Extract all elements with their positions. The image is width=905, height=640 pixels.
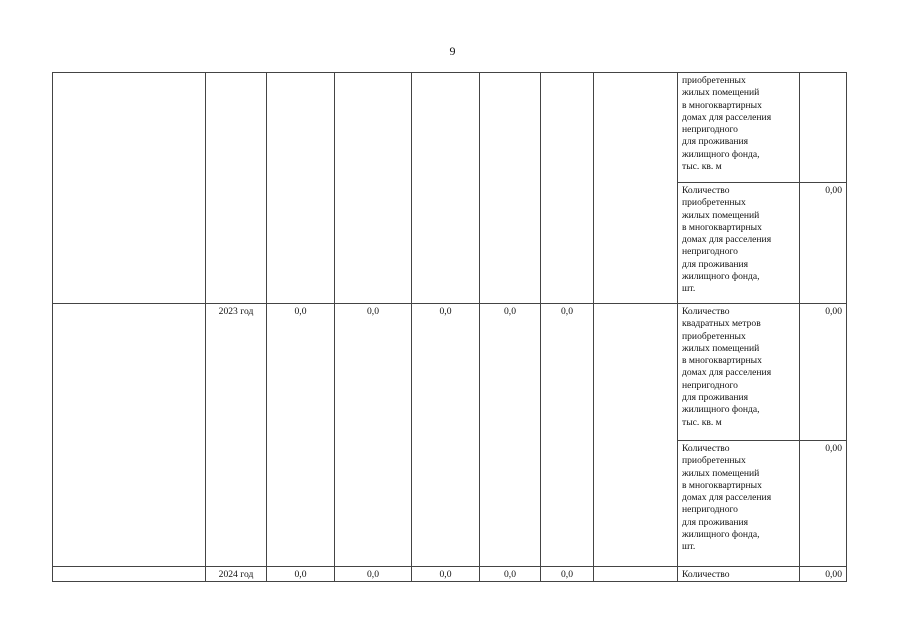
year-cell: 2024 год [206, 567, 267, 582]
amount-cell-col-6: 0,0 [480, 304, 541, 567]
amount-cell-col-4 [335, 73, 412, 304]
amount-cell-col-5 [412, 73, 480, 304]
year-cell [206, 73, 267, 304]
table-row [53, 73, 847, 183]
note-cell [594, 567, 678, 582]
amount-cell-col-3 [267, 73, 335, 304]
amount-cell-col-7 [541, 73, 594, 304]
indicator-value-cell [800, 73, 847, 183]
row-label-cell [53, 73, 206, 304]
amount-cell-col-5: 0,0 [412, 304, 480, 567]
indicator-value-cell: 0,00 [800, 304, 847, 441]
indicator-description-cell: Количество приобретенных жилых помещений в многоквартирных домах для расселения непригодного для проживания жилищного фонда, шт. [678, 441, 800, 567]
amount-cell-col-7: 0,0 [541, 567, 594, 582]
row-label-cell [53, 567, 206, 582]
indicator-description-cell: Количество квадратных метров приобретенных жилых помещений в многоквартирных домах для расселения непригодного для проживания жилищного фонда, тыс. кв. м [678, 304, 800, 441]
indicator-description-cell: Количество [678, 567, 800, 582]
amount-cell-col-6: 0,0 [480, 567, 541, 582]
table-row [53, 567, 847, 582]
indicator-value-cell: 0,00 [800, 441, 847, 567]
table-row [53, 304, 847, 441]
amount-cell-col-4: 0,0 [335, 304, 412, 567]
amount-cell-col-5: 0,0 [412, 567, 480, 582]
note-cell [594, 304, 678, 567]
year-cell: 2023 год [206, 304, 267, 567]
amount-cell-col-3: 0,0 [267, 567, 335, 582]
note-cell [594, 73, 678, 304]
amount-cell-col-6 [480, 73, 541, 304]
page-number: 9 [449, 44, 456, 58]
amount-cell-col-7: 0,0 [541, 304, 594, 567]
indicator-description-cell: приобретенных жилых помещений в многоквартирных домах для расселения непригодного для проживания жилищного фонда, тыс. кв. м [678, 73, 800, 183]
row-label-cell [53, 304, 206, 567]
indicator-value-cell: 0,00 [800, 567, 847, 582]
amount-cell-col-3: 0,0 [267, 304, 335, 567]
indicator-value-cell: 0,00 [800, 183, 847, 304]
table-body [53, 73, 847, 582]
indicator-description-cell: Количество приобретенных жилых помещений в многоквартирных домах для расселения непригодного для проживания жилищного фонда, шт. [678, 183, 800, 304]
amount-cell-col-4: 0,0 [335, 567, 412, 582]
data-table [52, 72, 847, 582]
